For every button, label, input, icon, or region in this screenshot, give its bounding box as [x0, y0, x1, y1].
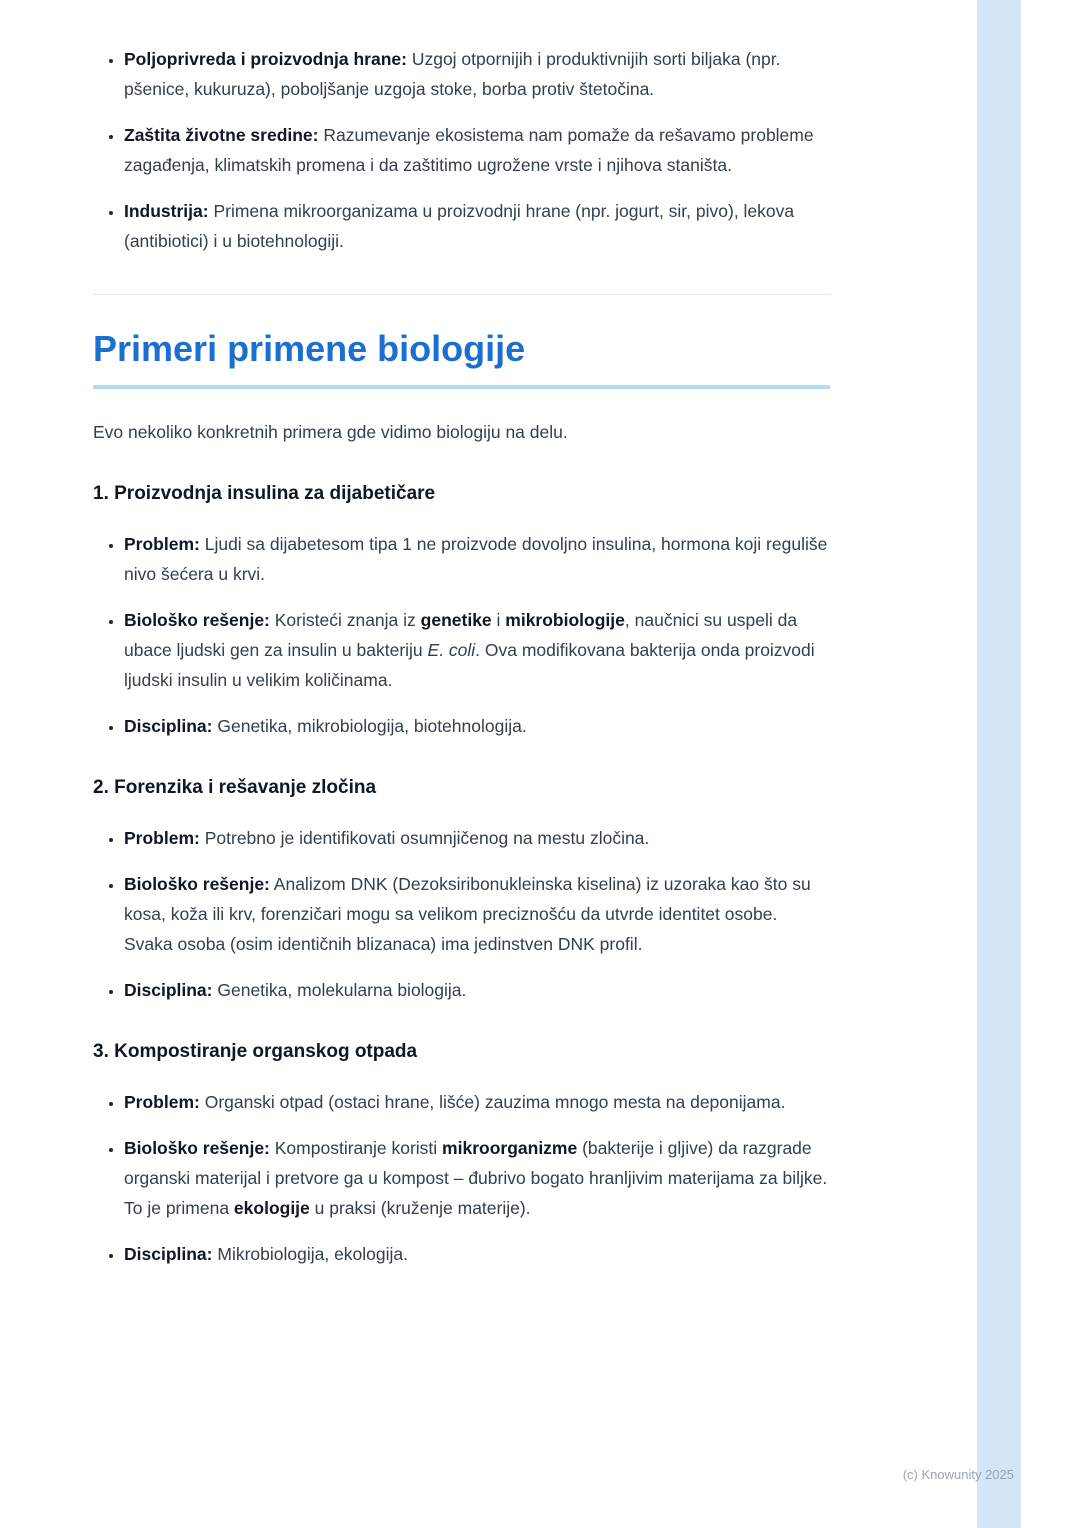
section-title: 2. Forenzika i rešavanje zločina — [93, 777, 377, 798]
bullet-term: Disciplina: — [124, 716, 213, 736]
bullet-term: Problem: — [124, 534, 200, 554]
bullet-term: Biološko rešenje: — [124, 874, 270, 894]
bullet-text: . Ova modifikovana bakterija onda proizvodi ljudski insulin u velikim količinama. — [124, 640, 815, 690]
bullet-text: Razumevanje ekosistema nam pomaže da rešavamo probleme zagađenja, klimatskih promena i da zaštitimo ugrožene vrste i njihova staništa. — [124, 125, 814, 175]
list-item — [124, 975, 830, 1005]
bullet-text: Primena mikroorganizama u proizvodnji hrane (npr. jogurt, sir, pivo), lekova (antibiotici) i u biotehnologiji. — [124, 201, 795, 251]
bullet-term: Biološko rešenje: — [124, 1138, 270, 1158]
list-item — [124, 196, 830, 256]
copyright-note: (c) Knowunity 2025 — [902, 1467, 1014, 1482]
example-section — [93, 481, 830, 741]
bullet-text: Genetika, molekularna biologija. — [212, 980, 467, 1000]
list-item — [124, 44, 830, 104]
example-section — [93, 1039, 830, 1269]
bullet-text: Potrebno je identifikovati osumnjičenog na mestu zločina. — [199, 828, 650, 848]
bullet-text: (bakterije i gljive) da razgrade organski materijal i pretvore ga u kompost – đubrivo bogato hranljivim materijama za biljke. To je primena — [124, 1138, 828, 1218]
intro-bullet-list — [93, 44, 830, 256]
list-item — [124, 711, 830, 741]
bullet-term: Zaštita životne sredine: — [124, 125, 319, 145]
list-item — [124, 823, 830, 853]
list-item — [124, 120, 830, 180]
section-divider — [93, 294, 830, 295]
bullet-text: i — [491, 610, 506, 630]
bullet-text: , naučnici su uspeli da ubace ljudski gen za insulin u bakteriju — [124, 610, 798, 660]
bullet-text: Ljudi sa dijabetesom tipa 1 ne proizvode dovoljno insulina, hormona koji reguliše nivo šećera u krvi. — [124, 534, 828, 584]
section-title: 1. Proizvodnja insulina za dijabetičare — [93, 483, 436, 504]
intro-paragraph: Evo nekoliko konkretnih primera gde vidimo biologiju na delu. — [93, 422, 568, 442]
sections-container — [93, 481, 830, 1269]
bullet-term: genetike — [420, 610, 492, 630]
bullet-term: Industrija: — [124, 201, 209, 221]
bullet-term: Disciplina: — [124, 1244, 213, 1264]
list-item — [124, 1239, 830, 1269]
right-edge-stripe — [977, 0, 1021, 1528]
example-section — [93, 775, 830, 1005]
bullet-term: Biološko rešenje: — [124, 610, 270, 630]
bullet-term: ekologije — [233, 1198, 310, 1218]
list-item — [124, 529, 830, 589]
bullet-term: mikrobiologije — [505, 610, 625, 630]
bullet-text: Analizom DNK (Dezoksiribonukleinska kiselina) iz uzoraka kao što su kosa, koža ili krv, forenzičari mogu sa velikom preciznošću da utvrde identitet osobe. Svaka osoba (osim identičnih blizanaca) ima jedinstven DNK profil. — [124, 874, 811, 954]
section-bullet-list — [93, 823, 830, 1005]
section-bullet-list — [93, 529, 830, 741]
bullet-term: Problem: — [124, 828, 200, 848]
bullet-text: Mikrobiologija, ekologija. — [212, 1244, 409, 1264]
section-title: 3. Kompostiranje organskog otpada — [93, 1041, 418, 1062]
bullet-term: Disciplina: — [124, 980, 213, 1000]
list-item — [124, 1087, 830, 1117]
bullet-text: Genetika, mikrobiologija, biotehnologija. — [212, 716, 527, 736]
list-item — [124, 869, 830, 959]
bullet-term: Poljoprivreda i proizvodnja hrane: — [124, 49, 407, 69]
bullet-text: Uzgoj otpornijih i produktivnijih sorti biljaka (npr. pšenice, kukuruza), poboljšanje uzgoja stoke, borba protiv štetočina. — [124, 49, 781, 99]
bullet-text: Kompostiranje koristi — [269, 1138, 443, 1158]
bullet-term: Problem: — [124, 1092, 200, 1112]
page-title: Primeri primene biologije — [93, 327, 830, 389]
list-item — [124, 605, 830, 695]
section-bullet-list — [93, 1087, 830, 1269]
bullet-text: Koristeći znanja iz — [269, 610, 421, 630]
list-item — [124, 1133, 830, 1223]
bullet-text: Organski otpad (ostaci hrane, lišće) zauzima mnogo mesta na deponijama. — [199, 1092, 786, 1112]
bullet-term: mikroorganizme — [442, 1138, 578, 1158]
page-content — [93, 44, 830, 1269]
bullet-text: u praksi (kruženje materije). — [309, 1198, 531, 1218]
bullet-italic-text: E. coli — [427, 640, 476, 660]
